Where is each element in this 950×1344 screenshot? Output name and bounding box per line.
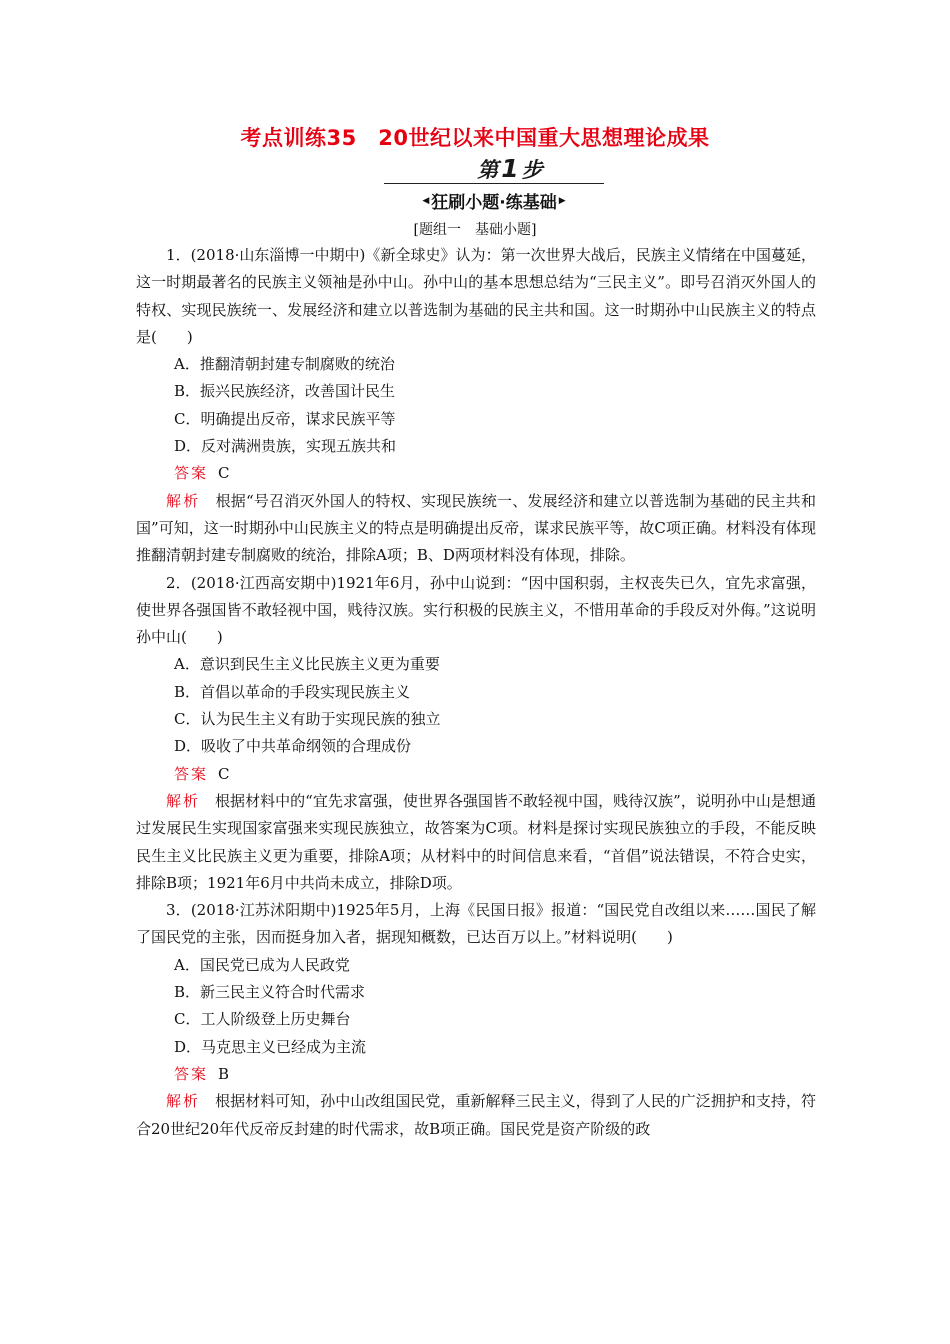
triangle-left-icon: ◀: [422, 195, 430, 206]
analysis-label: 解析: [166, 1092, 201, 1111]
answer-value: C: [218, 464, 230, 483]
option: A．推翻清朝封建专制腐败的统治: [174, 355, 395, 374]
question-stem: 1．(2018·山东淄博一中期中)《新全球史》认为：第一次世界大战后，民族主义情绪在中国蔓延，这一时期最著名的民族主义领袖是孙中山。孙中山的基本思想总结为“三民主义”。即号召消灭外国人的特权、实现民族统一、发展经济和建立以普选制为基础的民主共和国。这一时期孙中山民族主义的特点是( ): [136, 246, 816, 346]
answer-label: 答案: [174, 464, 209, 483]
option: D．反对满洲贵族，实现五族共和: [174, 437, 397, 456]
analysis-paragraph: [136, 488, 816, 570]
option: B．首倡以革命的手段实现民族主义: [174, 682, 411, 701]
question-stem: 2．(2018·江西高安期中)1921年6月，孙中山说到：“因中国积弱，主权丧失已久，宜先求富强，使世界各强国皆不敢轻视中国，贱待汉族。实行积极的民族主义，不惜用革命的手段反对外侮。”这说明孙中山( ): [136, 573, 816, 647]
option: D．马克思主义已经成为主流: [174, 1037, 367, 1056]
subheading-text: 狂刷小题·练基础: [431, 193, 557, 213]
analysis-paragraph: [136, 1088, 816, 1143]
option: B．新三民主义符合时代需求: [174, 983, 366, 1002]
step-divider: [384, 183, 604, 184]
option: C．认为民生主义有助于实现民族的独立: [174, 710, 441, 729]
analysis-text: 根据“号召消灭外国人的特权、实现民族统一、发展经济和建立以普选制为基础的民主共和国”可知，这一时期孙中山民族主义的特点是明确提出反帝，谋求民族平等，故C项正确。材料没有体现推翻清朝封建专制腐败的统治，排除A项；B、D两项材料没有体现，排除。: [136, 491, 816, 565]
analysis-paragraph: [136, 788, 816, 897]
answer-line: [136, 460, 816, 487]
answer-line: [136, 761, 816, 788]
analysis-label: 解析: [166, 791, 201, 810]
answer-value: C: [218, 764, 230, 783]
question-list: [136, 242, 816, 1143]
step-heading: [440, 154, 580, 184]
question-stem: 3．(2018·江苏沭阳期中)1925年5月，上海《民国日报》报道：“国民党自改组以来……国民了解了国民党的主张，因而挺身加入者，据现知概数，已达百万以上。”材料说明( ): [136, 901, 816, 947]
question-group-label: [题组一 基础小题]: [413, 222, 537, 238]
option: D．吸收了中共革命纲领的合理成份: [174, 737, 412, 756]
triangle-right-icon: ▶: [558, 195, 566, 206]
step-prefix: 第: [477, 158, 499, 182]
option: C．工人阶级登上历史舞台: [174, 1010, 351, 1029]
option: A．意识到民生主义比民族主义更为重要: [174, 655, 440, 674]
answer-line: [136, 1061, 816, 1088]
analysis-label: 解析: [166, 491, 201, 510]
step-suffix: 步: [521, 158, 543, 182]
option: C．明确提出反帝，谋求民族平等: [174, 409, 396, 428]
answer-label: 答案: [174, 764, 209, 783]
page-title: 考点训练35 20世纪以来中国重大思想理论成果: [240, 126, 710, 150]
answer-value: B: [218, 1064, 230, 1083]
step-number: 1: [501, 154, 519, 183]
answer-label: 答案: [174, 1064, 209, 1083]
section-subheading: [384, 188, 604, 213]
option: B．振兴民族经济，改善国计民生: [174, 382, 396, 401]
analysis-text: 根据材料可知，孙中山改组国民党，重新解释三民主义，得到了人民的广泛拥护和支持，符合20世纪20年代反帝反封建的时代需求，故B项正确。国民党是资产阶级的政: [136, 1092, 816, 1138]
analysis-text: 根据材料中的“宜先求富强，使世界各强国皆不敢轻视中国，贱待汉族”，说明孙中山是想通过发展民生实现国家富强来实现民族独立，故答案为C项。材料是探讨实现民族独立的手段，不能反映民生主义比民族主义更为重要，排除A项；从材料中的时间信息来看，“首倡”说法错误，不符合史实，排除B项；1921年6月中共尚未成立，排除D项。: [136, 791, 816, 892]
option: A．国民党已成为人民政党: [174, 955, 350, 974]
